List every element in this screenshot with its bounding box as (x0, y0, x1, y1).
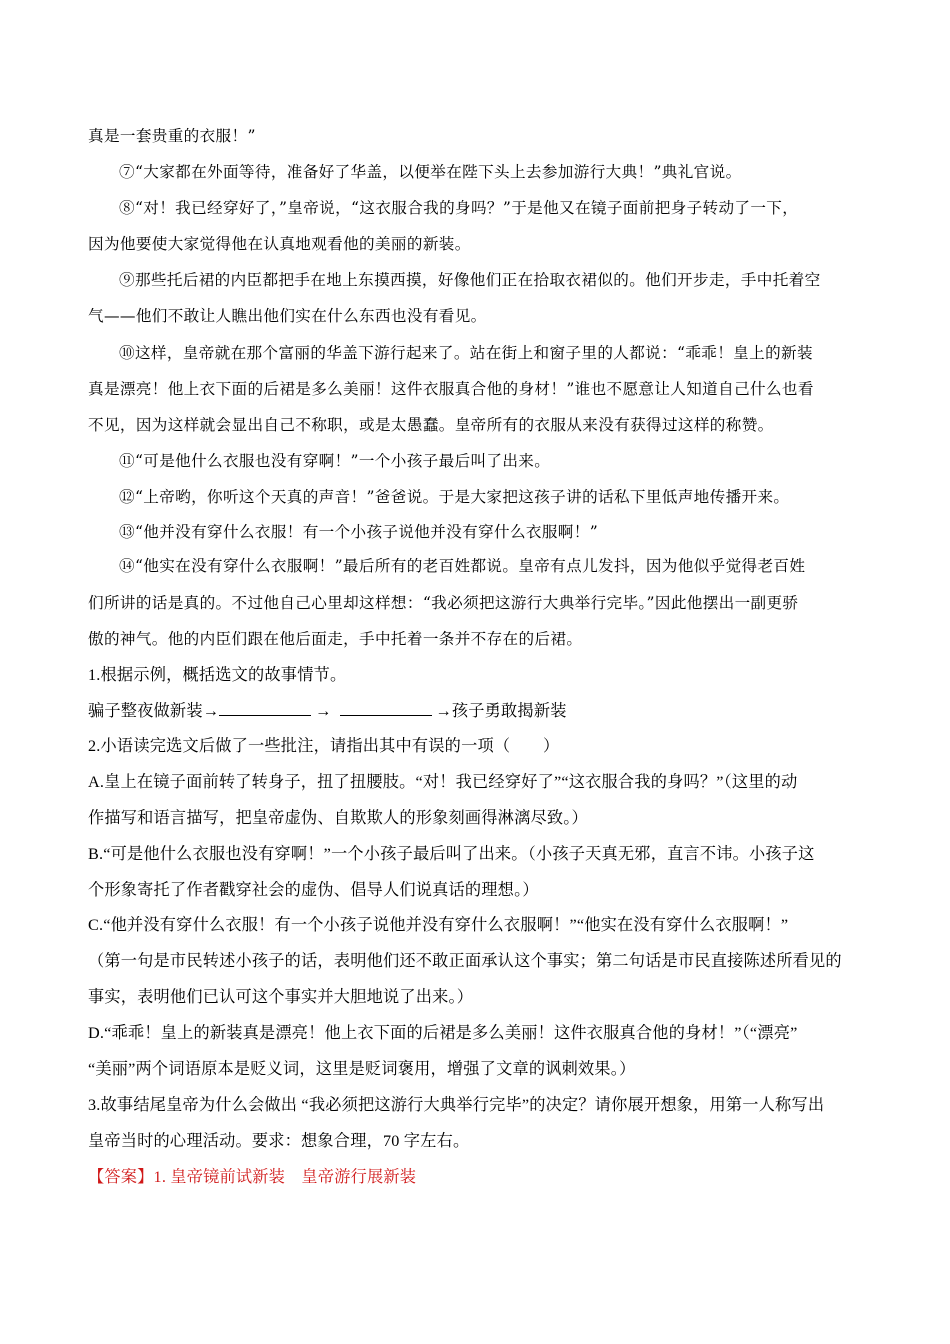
option-c-cont: （第一句是市民转述小孩子的话，表明他们还不敢正面承认这个事实；第二句话是市民直接陈述所看见的 (88, 952, 842, 970)
passage-line: 不见，因为这样就会显出自己不称职，或是太愚蠢。皇帝所有的衣服从来没有获得过这样的称赞。 (88, 416, 774, 434)
passage-para-7: ⑦“大家都在外面等待，准备好了华盖，以便举在陛下头上去参加游行大典！”典礼官说。 (119, 163, 742, 181)
passage-line: 傲的神气。他的内臣们跟在他后面走，手中托着一条并不存在的后裙。 (88, 630, 583, 648)
answer-blank-1[interactable] (219, 701, 311, 716)
option-c: C.“他并没有穿什么衣服！有一个小孩子说他并没有穿什么衣服啊！”“他实在没有穿什么衣服啊！” (88, 916, 789, 934)
passage-line: 们所讲的话是真的。不过他自己心里却这样想：“我必须把这游行大典举行完毕。”因此他摆出一副更骄 (88, 594, 799, 612)
passage-line: 真是一套贵重的衣服！” (88, 127, 256, 145)
question-2-prompt: 2.小语读完选文后做了一些批注，请指出其中有误的一项（ ） (88, 737, 560, 755)
passage-para-8: ⑧“对！我已经穿好了，”皇帝说，“这衣服合我的身吗？”于是他又在镜子面前把身子转动了一下， (119, 199, 799, 217)
passage-line: 因为他要使大家觉得他在认真地观看他的美丽的新装。 (88, 235, 471, 253)
question-1-chain (88, 700, 878, 722)
option-a: A.皇上在镜子面前转了转身子，扭了扭腰肢。“对！我已经穿好了”“这衣服合我的身吗？”（这里的动 (88, 773, 798, 791)
passage-para-12: ⑫“上帝哟，你听这个天真的声音！”爸爸说。于是大家把这孩子讲的话私下里低声地传播开来。 (119, 488, 790, 506)
chain-arrow: → (315, 702, 332, 720)
passage-line: 气——他们不敢让人瞧出他们实在什么东西也没有看见。 (88, 307, 487, 325)
passage-para-13: ⑬“他并没有穿什么衣服！有一个小孩子说他并没有穿什么衣服啊！” (119, 523, 599, 541)
passage-para-9: ⑨那些托后裙的内臣都把手在地上东摸西摸，好像他们正在拾取衣裙似的。他们开步走，手中托着空 (119, 271, 821, 289)
passage-para-11: ⑪“可是他什么衣服也没有穿啊！”一个小孩子最后叫了出来。 (119, 452, 551, 470)
option-d-cont: “美丽”两个词语原本是贬义词，这里是贬词褒用，增强了文章的讽刺效果。） (88, 1060, 636, 1078)
option-b: B.“可是他什么衣服也没有穿啊！”一个小孩子最后叫了出来。（小孩子天真无邪，直言不讳。小孩子这 (88, 845, 815, 863)
passage-para-14: ⑭“他实在没有穿什么衣服啊！”最后所有的老百姓都说。皇帝有点儿发抖，因为他似乎觉得老百姓 (119, 557, 806, 575)
passage-line: 真是漂亮！他上衣下面的后裙是多么美丽！这件衣服真合他的身材！”谁也不愿意让人知道自己什么也看 (88, 380, 814, 398)
option-c-cont: 事实，表明他们已认可这个事实并大胆地说了出来。） (88, 988, 474, 1006)
question-3-cont: 皇帝当时的心理活动。要求：想象合理，70 字左右。 (88, 1132, 470, 1150)
answer-blank-2[interactable] (340, 701, 432, 716)
question-3-prompt: 3.故事结尾皇帝为什么会做出 “我必须把这游行大典举行完毕”的决定？请你展开想象，用第一人称写出 (88, 1096, 825, 1114)
chain-start: 骗子整夜做新装→ (88, 702, 220, 720)
question-1-prompt: 1.根据示例，概括选文的故事情节。 (88, 666, 347, 684)
answer-line: 【答案】1. 皇帝镜前试新装 皇帝游行展新装 (88, 1168, 417, 1186)
option-a-cont: 作描写和语言描写，把皇帝虚伪、自欺欺人的形象刻画得淋漓尽致。） (88, 809, 588, 827)
passage-para-10: ⑩这样，皇帝就在那个富丽的华盖下游行起来了。站在街上和窗子里的人都说：“乖乖！皇上的新装 (119, 344, 813, 362)
option-d: D.“乖乖！皇上的新装真是漂亮！他上衣下面的后裙是多么美丽！这件衣服真合他的身材！”（“漂亮” (88, 1024, 798, 1042)
chain-end: →孩子勇敢揭新装 (435, 702, 567, 720)
option-b-cont: 个形象寄托了作者戳穿社会的虚伪、倡导人们说真话的理想。） (88, 881, 539, 899)
